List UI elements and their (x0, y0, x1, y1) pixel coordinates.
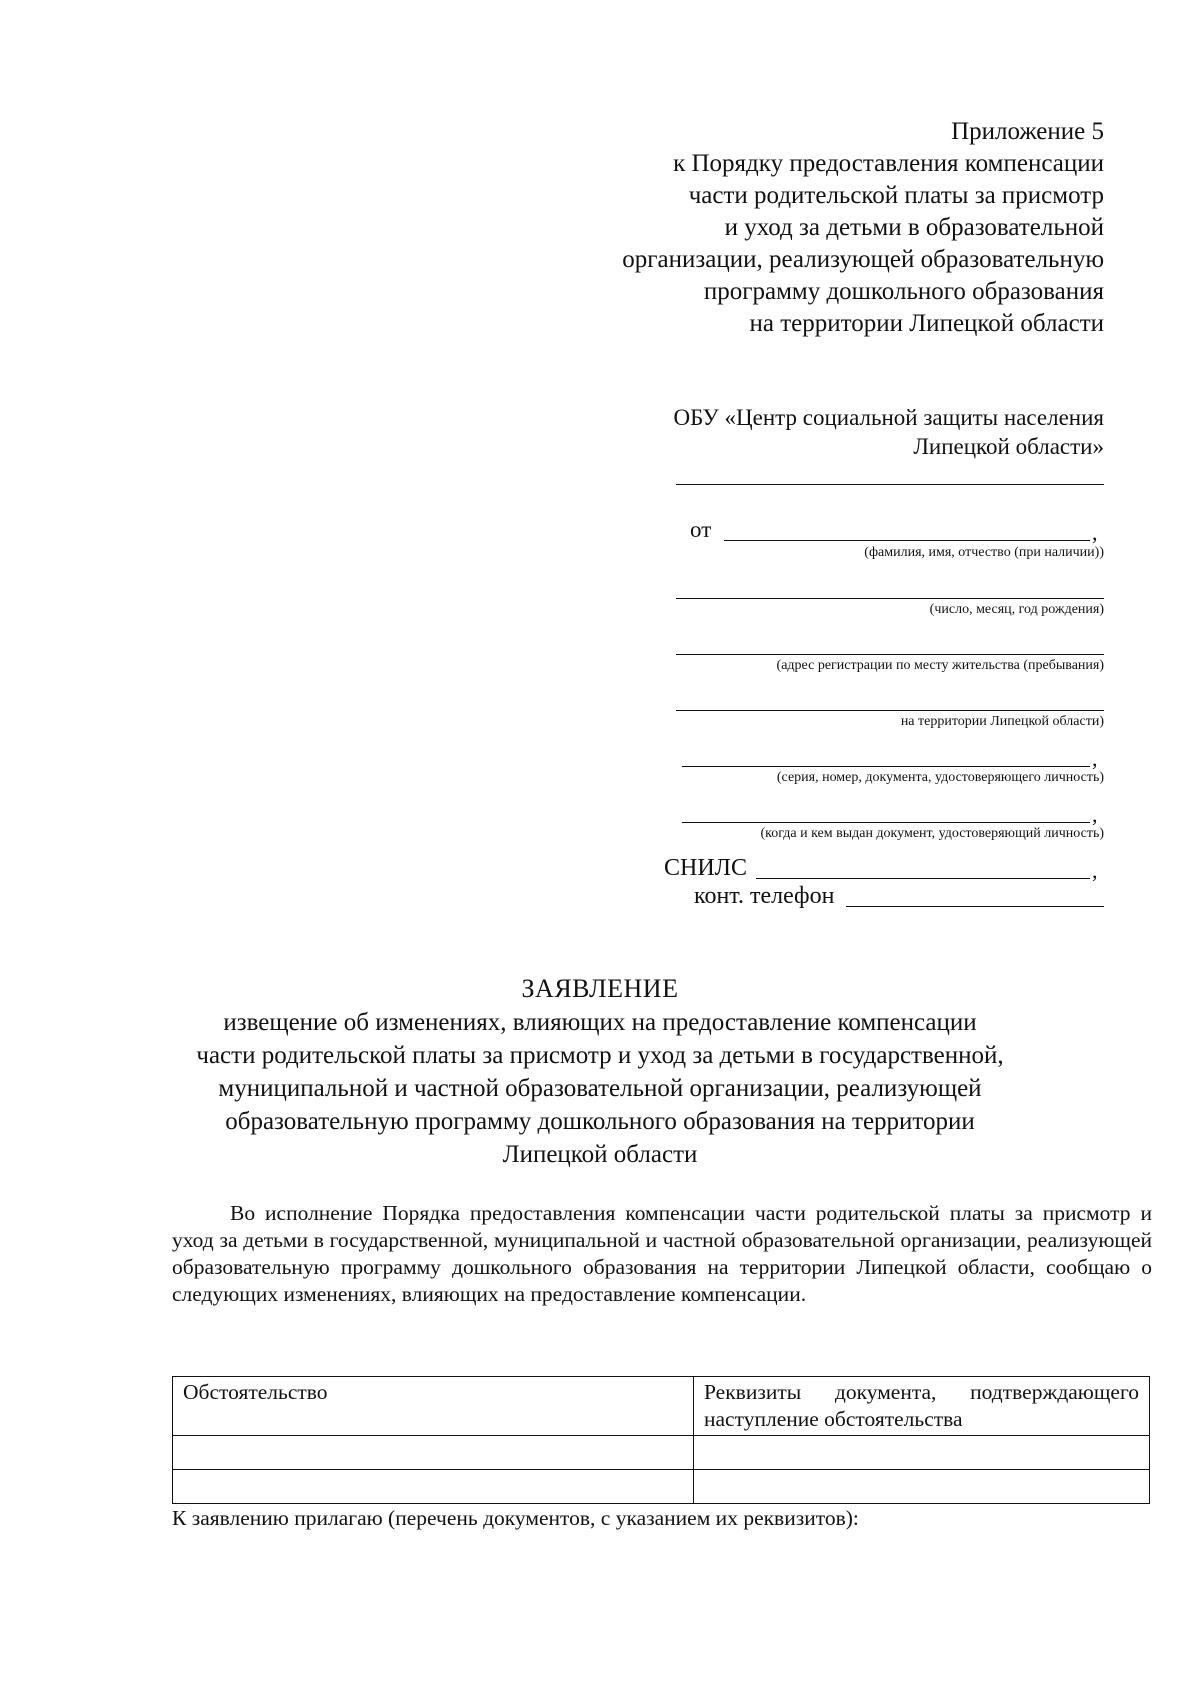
addressee-block (584, 403, 1104, 461)
address-field-line[interactable] (676, 654, 1104, 655)
title-sub-line: Липецкой области (502, 1141, 698, 1168)
addressee-line: Липецкой области» (913, 434, 1104, 459)
address-caption: (адрес регистрации по месту жительства (пребывания) (776, 658, 1104, 673)
birth-caption: (число, месяц, год рождения) (929, 602, 1104, 617)
appendix-line: организации, реализующей образовательную (622, 246, 1104, 273)
id-doc-comma: , (1092, 746, 1098, 771)
title-sub-line: образовательную программу дошкольного образования на территории (225, 1108, 975, 1135)
table-row (173, 1470, 1150, 1504)
appendix-line: части родительской платы за присмотр (688, 182, 1104, 209)
table-cell[interactable] (694, 1436, 1150, 1470)
from-label: от (690, 517, 712, 542)
table-row (173, 1436, 1150, 1470)
title-main: ЗАЯВЛЕНИЕ (521, 974, 679, 1003)
table-cell[interactable] (173, 1436, 694, 1470)
id-doc-field-line[interactable] (682, 766, 1090, 767)
issued-comma: , (1092, 802, 1098, 827)
table-header-row (173, 1377, 1150, 1436)
appendix-header (544, 116, 1104, 340)
appendix-line: к Порядку предоставления компенсации (673, 150, 1104, 177)
issued-field-line[interactable] (682, 822, 1090, 823)
fio-comma: , (1092, 520, 1098, 545)
title-sub-line: извещение об изменениях, влияющих на предоставление компенсации (223, 1009, 977, 1036)
attachments-label: К заявлению прилагаю (перечень документов, с указанием их реквизитов): (172, 1506, 859, 1530)
appendix-line: на территории Липецкой области (749, 310, 1104, 337)
territory-caption: на территории Липецкой области) (900, 714, 1104, 729)
snils-comma: , (1092, 858, 1098, 883)
appendix-line: и уход за детьми в образовательной (724, 214, 1104, 241)
fio-caption: (фамилия, имя, отчество (при наличии)) (864, 545, 1104, 560)
body-paragraph: Во исполнение Порядка предоставления компенсации части родительской платы за присмотр и уход за детьми в государственной, муниципальной и частной образовательной организации, реализующей образовательную программу дошкольного образования на территории Липецкой области, сообщаю о следующих изменениях, влияющих на предоставление компенсации. (172, 1201, 1152, 1306)
addressee-blank-line[interactable] (676, 484, 1104, 485)
issued-caption: (когда и кем выдан документ, удостоверяющий личность) (760, 826, 1104, 841)
addressee-line: ОБУ «Центр социальной защиты населения (673, 405, 1104, 430)
table-header-document: Реквизиты документа, подтверждающего наступление обстоятельства (694, 1377, 1150, 1436)
title-sub-line: части родительской платы за присмотр и уход за детьми в государственной, (196, 1042, 1004, 1069)
document-title (160, 972, 1040, 1171)
phone-field-line[interactable] (846, 906, 1104, 907)
id-doc-caption: (серия, номер, документа, удостоверяющего личность) (776, 770, 1104, 785)
circumstances-table (172, 1376, 1150, 1504)
appendix-line: Приложение 5 (951, 118, 1104, 145)
snils-field-line[interactable] (756, 878, 1090, 879)
table-cell[interactable] (173, 1470, 694, 1504)
territory-field-line[interactable] (676, 710, 1104, 711)
fio-field-line[interactable] (724, 540, 1090, 541)
snils-label: СНИЛС (664, 855, 747, 881)
table-cell[interactable] (694, 1470, 1150, 1504)
table-header-circumstance: Обстоятельство (173, 1377, 694, 1436)
birth-field-line[interactable] (676, 598, 1104, 599)
appendix-line: программу дошкольного образования (703, 278, 1104, 305)
title-sub-line: муниципальной и частной образовательной организации, реализующей (218, 1075, 982, 1102)
phone-label: конт. телефон (694, 883, 835, 909)
